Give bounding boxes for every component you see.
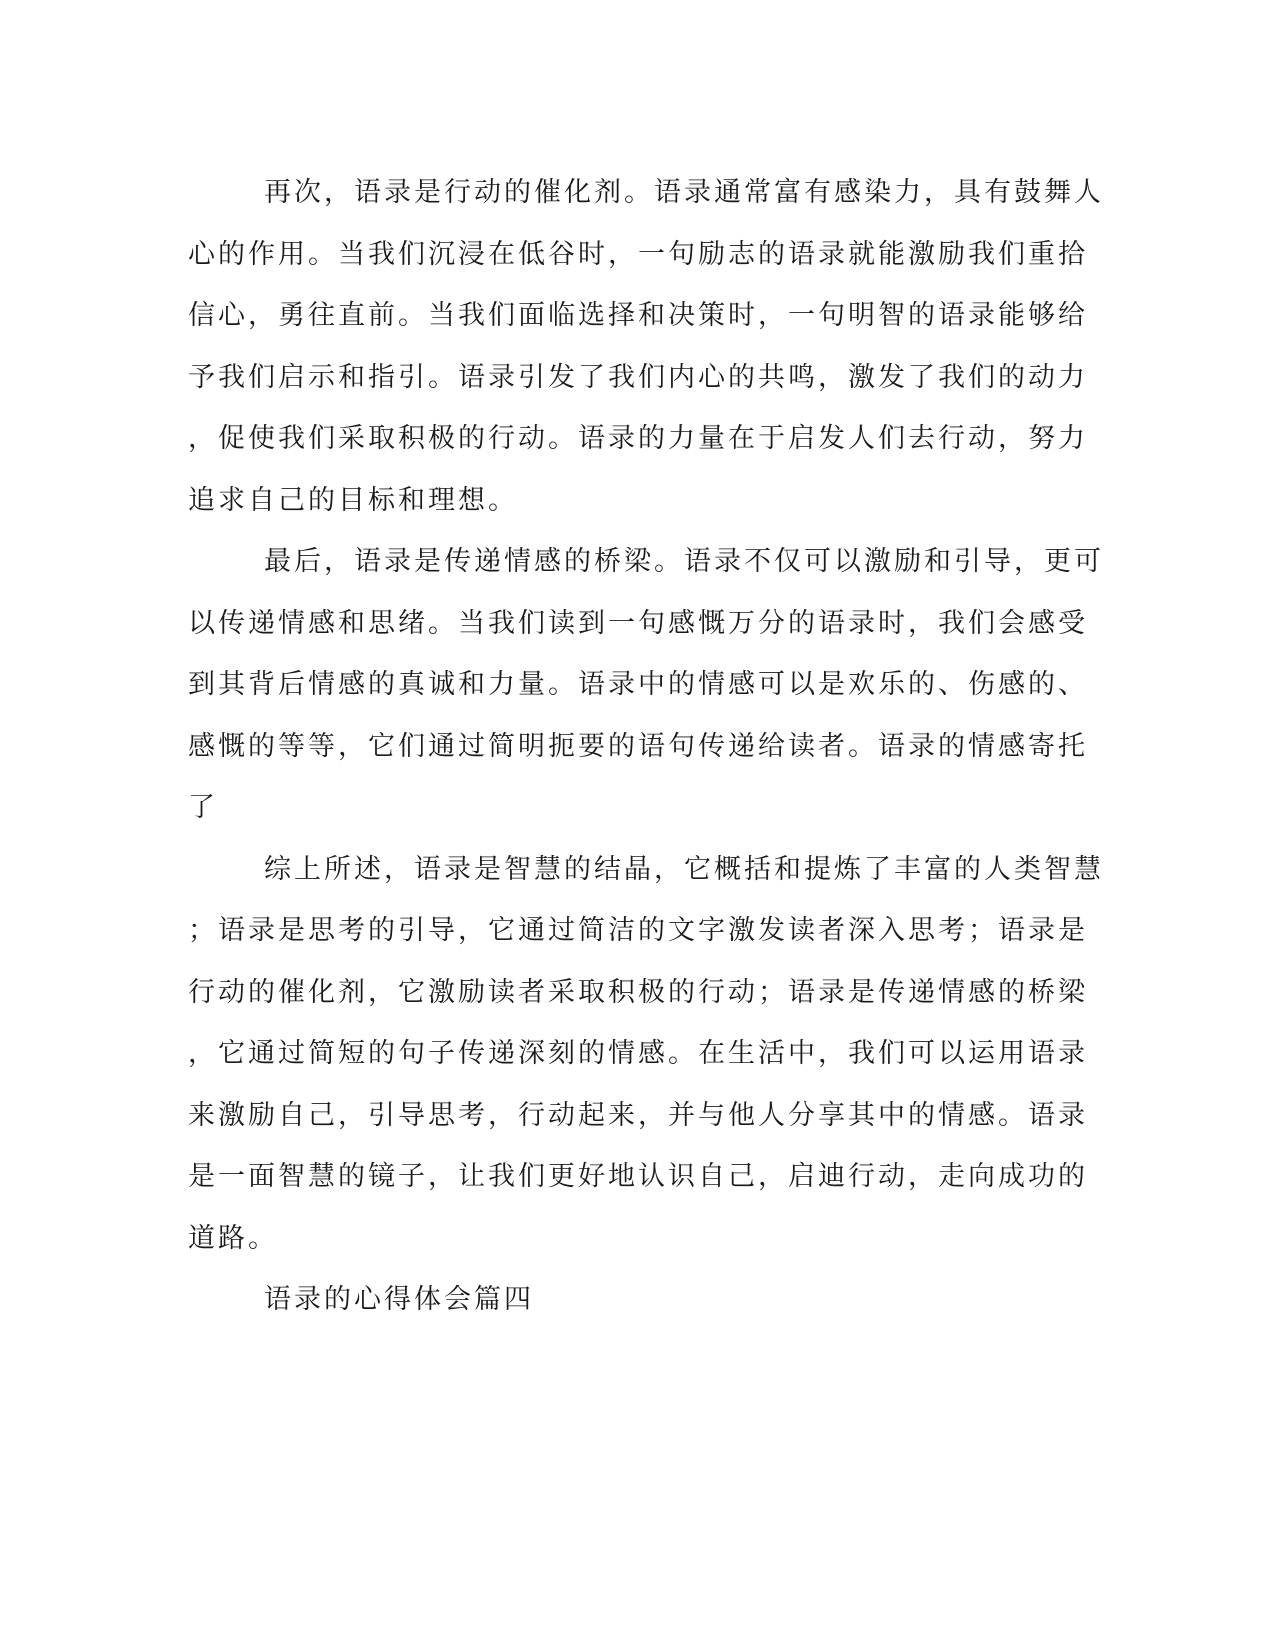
paragraph-action-catalyst: [188, 162, 1104, 531]
paragraph-line: ，促使我们采取积极的行动。语录的力量在于启发人们去行动，努力: [188, 423, 1088, 454]
paragraph-line: 来激励自己，引导思考，行动起来，并与他人分享其中的情感。语录: [188, 1099, 1088, 1131]
paragraph-line: 是一面智慧的镜子，让我们更好地认识自己，启迪行动，走向成功的: [188, 1161, 1088, 1192]
paragraph-line: 追求自己的目标和理想。: [188, 484, 518, 516]
paragraph-line: 予我们启示和指引。语录引发了我们内心的共鸣，激发了我们的动力: [188, 361, 1088, 393]
paragraph-line: 再次，语录是行动的催化剂。语录通常富有感染力，具有鼓舞人: [264, 177, 1104, 208]
paragraph-line: ；语录是思考的引导，它通过简洁的文字激发读者深入思考；语录是: [188, 915, 1088, 946]
paragraph-line: 心的作用。当我们沉浸在低谷时，一句励志的语录就能激励我们重拾: [188, 238, 1088, 270]
paragraph-line: 最后，语录是传递情感的桥梁。语录不仅可以激励和引导，更可: [264, 546, 1104, 577]
paragraph-conclusion: [188, 839, 1104, 1270]
paragraph-line: 行动的催化剂，它激励读者采取积极的行动；语录是传递情感的桥梁: [188, 976, 1088, 1008]
paragraph-line: 道路。: [188, 1222, 278, 1254]
document-body: [188, 162, 1104, 1331]
paragraph-line: 了: [188, 792, 218, 823]
paragraph-line: 感慨的等等，它们通过简明扼要的语句传递给读者。语录的情感寄托: [188, 730, 1088, 762]
paragraph-line: 信心，勇往直前。当我们面临选择和决策时，一句明智的语录能够给: [188, 300, 1088, 331]
paragraph-emotion-bridge: [188, 531, 1104, 839]
paragraph-line: ，它通过简短的句子传递深刻的情感。在生活中，我们可以运用语录: [188, 1038, 1088, 1069]
section-heading: 语录的心得体会篇四: [264, 1284, 534, 1315]
paragraph-line: 以传递情感和思绪。当我们读到一句感慨万分的语录时，我们会感受: [188, 607, 1088, 639]
paragraph-line: 综上所述，语录是智慧的结晶，它概括和提炼了丰富的人类智慧: [264, 853, 1104, 885]
paragraph-line: 到其背后情感的真诚和力量。语录中的情感可以是欢乐的、伤感的、: [188, 669, 1088, 700]
